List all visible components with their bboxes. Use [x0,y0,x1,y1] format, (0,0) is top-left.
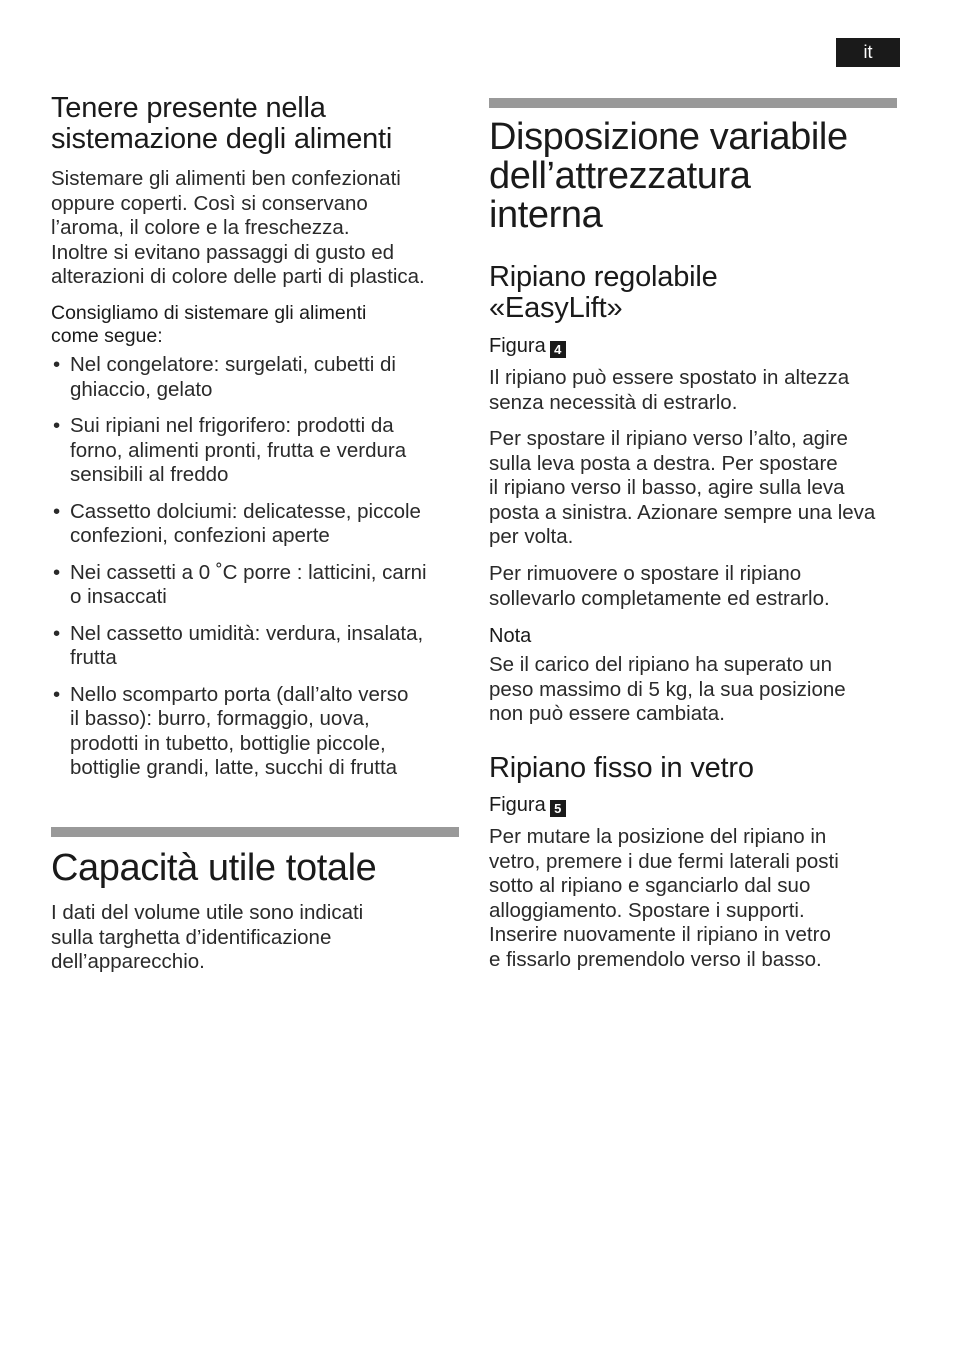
text-line: sensibili al freddo [70,463,229,486]
text-line: Per mutare la posizione del ripiano in [489,825,827,848]
text-line: Per rimuovere o spostare il ripiano [489,562,802,585]
text-line: posta a sinistra. Azionare sempre una leva [489,500,876,524]
title-line: Tenere presente nella [51,92,326,124]
list-item [51,561,461,610]
list-item [51,683,461,781]
text-line: sulla targhetta d’identificazione [51,925,332,949]
text-line: oppure coperti. Così si conservano [51,191,368,215]
text-line: frutta [70,646,117,669]
text-line: l’aroma, il colore e la freschezza. [51,216,350,239]
bullet-icon: • [53,682,61,706]
text-line: sollevarlo completamente ed estrarlo. [489,586,830,610]
title-line: dell’attrezzatura [489,155,751,197]
list-item [51,414,461,488]
text-line: come segue: [51,325,163,347]
note-body [489,653,903,727]
text-line: ghiaccio, gelato [70,377,213,401]
text-line: Per spostare il ripiano verso l’alto, agire [489,427,848,450]
text-line: Inoltre si evitano passaggi di gusto ed [51,240,395,264]
text-line: Nel congelatore: surgelati, cubetti di [70,353,396,376]
text-line: Nello scomparto porta (dall’alto verso [70,682,409,706]
text-line: Nei cassetti a 0 ˚C porre : latticini, carni [70,560,427,584]
text-line: Sui ripiani nel frigorifero: prodotti da [70,414,394,437]
text-line: il basso): burro, formaggio, uova, [70,707,370,730]
figure-reference [489,793,566,817]
easylift-paragraph-3 [489,562,903,611]
text-line: confezioni, confezioni aperte [70,524,330,547]
food-storage-intro [51,167,461,290]
section-divider [489,98,897,108]
subsection-title-easylift [489,262,718,324]
text-line: vetro, premere i due fermi laterali posti [489,849,839,873]
figure-number-box: 5 [550,800,566,817]
text-line: Sistemare gli alimenti ben confezionati [51,167,401,190]
text-line: il ripiano verso il basso, agire sulla leva [489,476,845,499]
text-line: o insaccati [70,585,167,608]
text-line: e fissarlo premendolo verso il basso. [489,947,822,971]
easylift-paragraph-2 [489,427,903,550]
bullet-icon: • [53,353,61,376]
list-item [51,500,461,549]
title-line: interna [489,194,603,236]
figure-reference [489,334,566,358]
text-line: sotto al ripiano e sganciarlo dal suo [489,874,811,897]
text-line: alloggiamento. Spostare i supporti. [489,898,805,922]
bullet-icon: • [53,621,61,645]
text-line: bottiglie grandi, latte, succhi di frutta [70,756,398,779]
text-line: sulla leva posta a destra. Per spostare [489,451,838,475]
bullet-icon: • [53,414,61,437]
section-divider [51,827,459,837]
text-line: forno, alimenti pronti, frutta e verdura [70,438,407,462]
text-line: Cassetto dolciumi: delicatesse, piccole [70,499,421,523]
recommendation-lead [51,302,461,348]
bullet-icon: • [53,560,61,584]
figure-label: Figura [489,794,546,816]
text-line: Consigliamo di sistemare gli alimenti [51,302,367,324]
text-line: Se il carico del ripiano ha superato un [489,653,833,676]
title-line: Ripiano regolabile [489,261,718,293]
text-line: alterazioni di colore delle parti di plastica. [51,265,425,288]
figure-number-box: 4 [550,341,566,358]
text-line: senza necessità di estrarlo. [489,390,738,414]
text-line: Il ripiano può essere spostato in altezza [489,366,850,389]
text-line: per volta. [489,525,574,548]
list-item [51,353,461,402]
glass-shelf-paragraph [489,825,903,972]
language-badge: it [836,38,900,67]
easylift-paragraph-1 [489,366,903,415]
text-line: Inserire nuovamente il ripiano in vetro [489,923,831,946]
text-line: peso massimo di 5 kg, la sua posizione [489,677,846,701]
text-line: I dati del volume utile sono indicati [51,901,364,924]
text-line: prodotti in tubetto, bottiglie piccole, [70,731,386,755]
section-title-capacity: Capacità utile totale [51,847,377,889]
subsection-title-glass-shelf: Ripiano fisso in vetro [489,752,754,784]
section-title-variable-arrangement [489,118,848,235]
capacity-body [51,901,461,975]
text-line: non può essere cambiata. [489,702,725,725]
title-line: sistemazione degli alimenti [51,123,393,155]
bullet-icon: • [53,499,61,523]
text-line: Nel cassetto umidità: verdura, insalata, [70,621,424,645]
food-placement-list [51,353,461,793]
figure-label: Figura [489,335,546,357]
title-line: Disposizione variabile [489,116,848,158]
note-label: Nota [489,625,532,647]
section-title-food-storage [51,93,392,155]
list-item [51,622,461,671]
title-line: «EasyLift» [489,292,623,324]
text-line: dell’apparecchio. [51,950,205,973]
